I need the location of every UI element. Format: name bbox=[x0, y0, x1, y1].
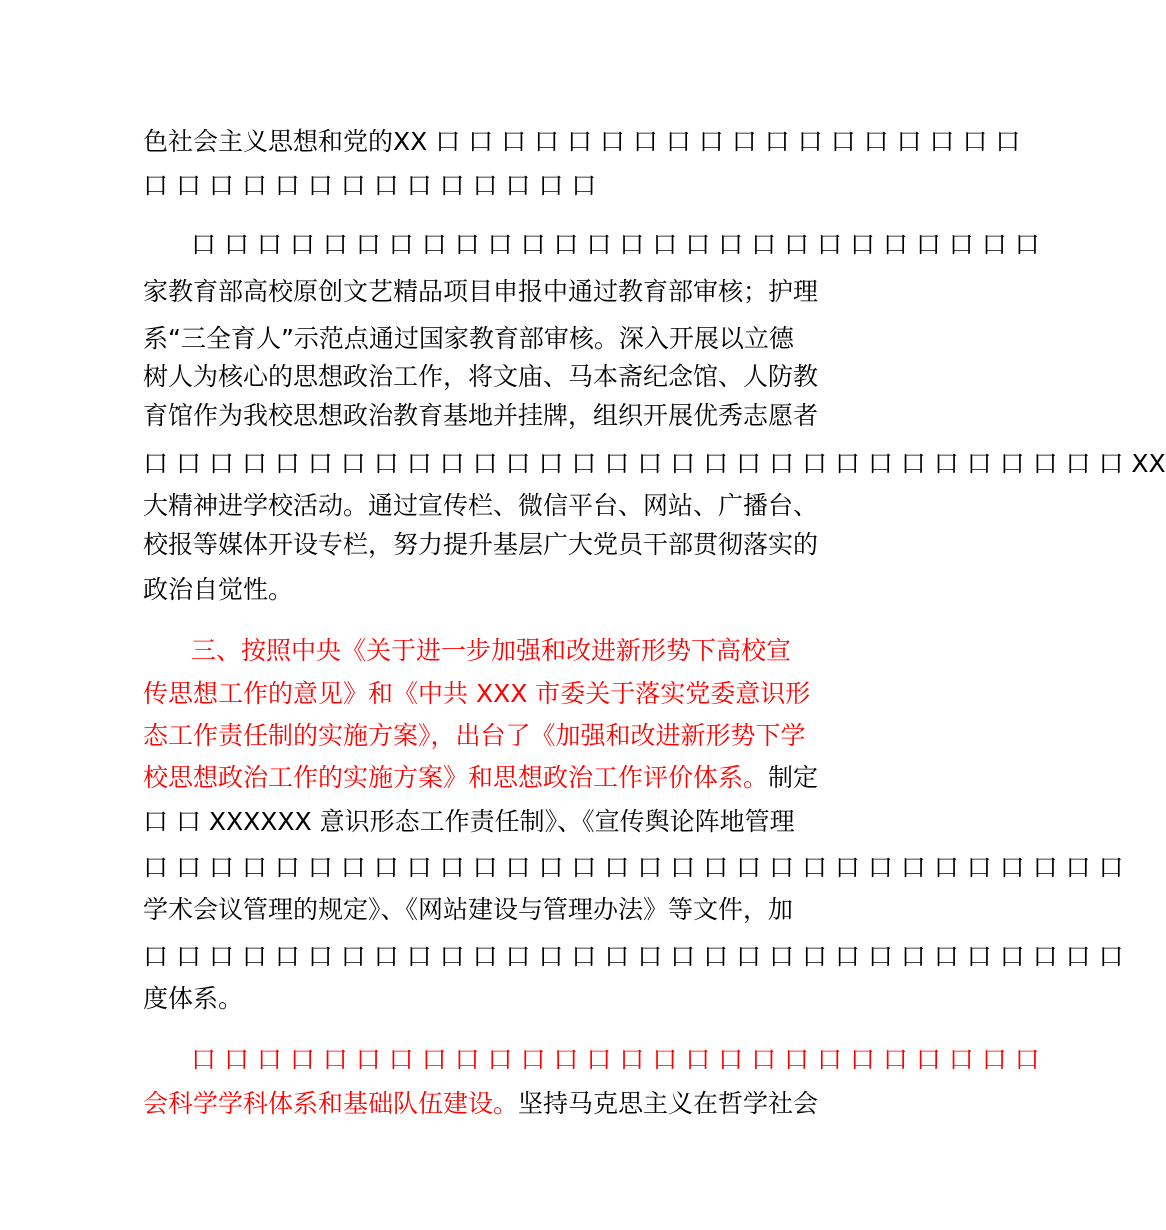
text-line-1: 色社会主义思想和党的XX 口 口 口 口 口 口 口 口 口 口 口 口 口 口 口 口 口 口 bbox=[143, 127, 1021, 156]
text-line-20: 度体系。 bbox=[143, 984, 244, 1013]
text-line-19: 口 口 口 口 口 口 口 口 口 口 口 口 口 口 口 口 口 口 口 口 口 口 口 口 口 口 口 口 口 口 bbox=[143, 942, 1124, 971]
text-line-15: 校思想政治工作的实施方案》和思想政治工作评价体系。制定 bbox=[143, 763, 819, 792]
text-line-17: 口 口 口 口 口 口 口 口 口 口 口 口 口 口 口 口 口 口 口 口 口 口 口 口 口 口 口 口 口 口 bbox=[143, 853, 1124, 882]
text-line-8: 口 口 口 口 口 口 口 口 口 口 口 口 口 口 口 口 口 口 口 口 口 口 口 口 口 口 口 口 口 口 XX bbox=[143, 449, 1166, 478]
text-line-2: 口 口 口 口 口 口 口 口 口 口 口 口 口 口 bbox=[143, 171, 597, 200]
section-heading-line-4: 口 口 口 口 口 口 口 口 口 口 口 口 口 口 口 口 口 口 口 口 口 口 口 口 口 口 bbox=[191, 1045, 1040, 1074]
text-line-22: 会科学学科体系和基础队伍建设。坚持马克思主义在哲学社会 bbox=[143, 1089, 819, 1118]
text-line-6: 树人为核心的思想政治工作，将文庙、马本斋纪念馆、人防教 bbox=[143, 362, 819, 391]
text-line-9: 大精神进学校活动。通过宣传栏、微信平台、网站、广播台、 bbox=[143, 491, 819, 520]
section-heading-line-3: 态工作责任制的实施方案》，出台了《加强和改进新形势下学 bbox=[143, 721, 806, 750]
text-line-10: 校报等媒体开设专栏，努力提升基层广大党员干部贯彻落实的 bbox=[143, 530, 819, 559]
text-line-16: 口 口 XXXXXX 意识形态工作责任制》、《宣传舆论阵地管理 bbox=[143, 807, 795, 836]
text-line-3: 口 口 口 口 口 口 口 口 口 口 口 口 口 口 口 口 口 口 口 口 口 口 口 口 口 口 bbox=[191, 230, 1040, 259]
text-line-11: 政治自觉性。 bbox=[143, 575, 294, 604]
section-heading-line-2: 传思想工作的意见》和《中共 XXX 市委关于落实党委意识形 bbox=[143, 679, 811, 708]
text-line-4: 家教育部高校原创文艺精品项目申报中通过教育部审核；护理 bbox=[143, 277, 819, 306]
text-line-5: 系“三全育人”示范点通过国家教育部审核。深入开展以立德 bbox=[143, 324, 794, 353]
text-line-18: 学术会议管理的规定》、《网站建设与管理办法》等文件，加 bbox=[143, 895, 794, 924]
text-line-7: 育馆作为我校思想政治教育基地并挂牌，组织开展优秀志愿者 bbox=[143, 401, 819, 430]
section-heading-line-1: 三、按照中央《关于进一步加强和改进新形势下高校宣 bbox=[191, 636, 792, 665]
